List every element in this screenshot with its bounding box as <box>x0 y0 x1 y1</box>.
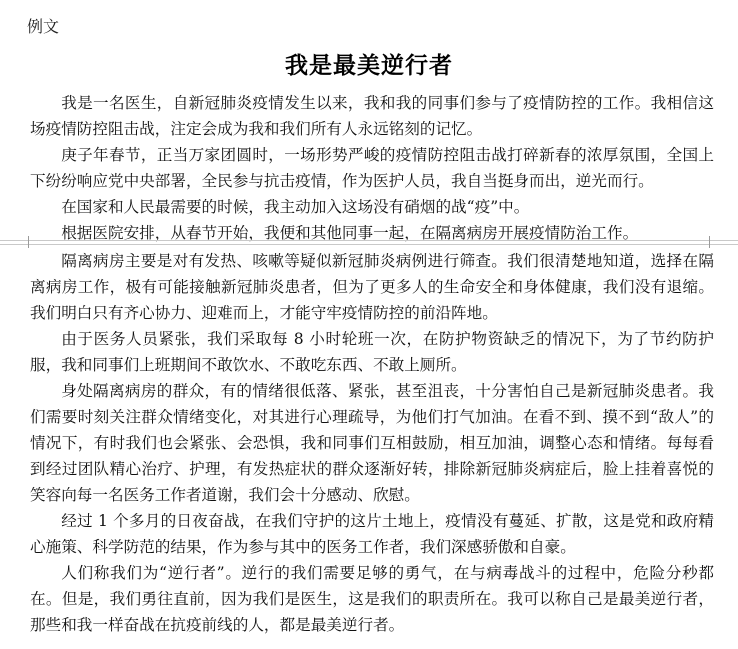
paragraph: 由于医务人员紧张，我们采取每 8 小时轮班一次，在防护物资缺乏的情况下，为了节约防护服，我和同事们上班期间不敢饮水、不敢吃东西、不敢上厕所。 <box>30 330 714 374</box>
document-title: 我是最美逆行者 <box>285 53 453 79</box>
paragraph: 隔离病房主要是对有发热、咳嗽等疑似新冠肺炎病例进行筛查。我们很清楚地知道，选择在隔离病房工作，极有可能接触新冠肺炎患者，但为了更多人的生命安全和身体健康，我们没有退缩。我们明白只有齐心协力、迎难而上，才能守牢疫情防控的前沿阵地。 <box>30 252 714 322</box>
page-break-line-bottom <box>0 244 738 245</box>
paragraph: 我是一名医生，自新冠肺炎疫情发生以来，我和我的同事们参与了疫情防控的工作。我相信这场疫情防控阻击战，注定会成为我和我们所有人永远铭刻的记忆。 <box>30 94 714 138</box>
page-break-line-top <box>0 240 738 241</box>
paragraph: 身处隔离病房的群众，有的情绪很低落、紧张，甚至沮丧，十分害怕自己是新冠肺炎患者。我们需要时刻关注群众情绪变化，对其进行心理疏导，为他们打气加油。在看不到、摸不到“敌人”的情况下，有时我们也会紧张、会恐惧，我和同事们互相鼓励，相互加油，调整心态和情绪。每每看到经过团队精心治疗、护理，有发热症状的群众逐渐好转，排除新冠肺炎病症后，脸上挂着喜悦的笑容向每一名医务工作者道谢，我们会十分感动、欣慰。 <box>30 382 714 504</box>
paragraph: 根据医院安排，从春节开始，我便和其他同事一起，在隔离病房开展疫情防治工作。 <box>61 224 639 242</box>
paragraph: 经过 1 个多月的日夜奋战，在我们守护的这片土地上，疫情没有蔓延、扩散，这是党和政府精心施策、科学防范的结果，作为参与其中的医务工作者，我们深感骄傲和自豪。 <box>30 512 714 556</box>
document-label: 例文 <box>27 17 60 36</box>
page-break-left-marker <box>8 236 29 248</box>
paragraph: 人们称我们为“逆行者”。逆行的我们需要足够的勇气，在与病毒战斗的过程中，危险分秒都在。但是，我们勇往直前，因为我们是医生，这是我们的职责所在。我可以称自己是最美逆行者，那些和我一样奋战在抗疫前线的人，都是最美逆行者。 <box>30 564 714 634</box>
page1-body <box>30 90 714 246</box>
page-break-separator <box>0 236 738 248</box>
paragraph: 在国家和人民最需要的时候，我主动加入这场没有硝烟的战“疫”中。 <box>61 198 530 216</box>
page-break-right-marker <box>709 236 730 248</box>
page2-body <box>30 248 714 638</box>
paragraph: 庚子年春节，正当万家团圆时，一场形势严峻的疫情防控阻击战打碎新春的浓厚氛围，全国上下纷纷响应党中央部署，全民参与抗击疫情，作为医护人员，我自当挺身而出，逆光而行。 <box>30 146 714 190</box>
